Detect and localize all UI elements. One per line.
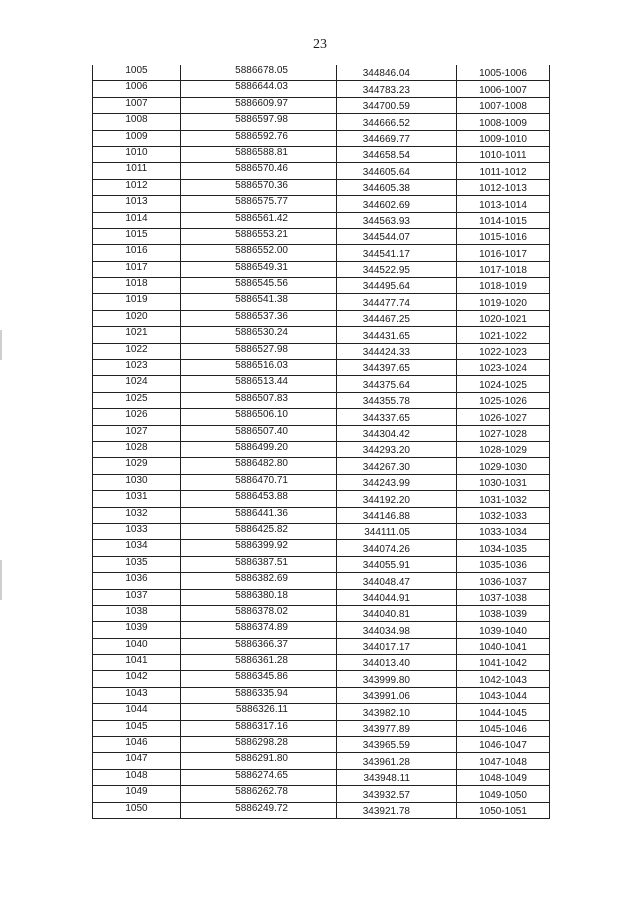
table-row	[93, 146, 550, 162]
x-coordinate-cell: 5886541.38	[181, 294, 337, 310]
point-number-cell: 1005	[93, 65, 181, 81]
x-coordinate-cell: 5886597.98	[181, 114, 337, 130]
y-coordinate-cell: 344337.65	[337, 409, 457, 425]
table-row	[93, 720, 550, 736]
table-row	[93, 392, 550, 408]
y-coordinate-cell: 344375.64	[337, 376, 457, 392]
segment-cell: 1009-1010	[457, 130, 550, 146]
point-number-cell: 1024	[93, 376, 181, 392]
x-coordinate-cell: 5886425.82	[181, 523, 337, 539]
point-number-cell: 1010	[93, 146, 181, 162]
x-coordinate-cell: 5886506.10	[181, 409, 337, 425]
segment-cell: 1034-1035	[457, 540, 550, 556]
table-row	[93, 687, 550, 703]
x-coordinate-cell: 5886298.28	[181, 737, 337, 753]
point-number-cell: 1026	[93, 409, 181, 425]
table-row	[93, 261, 550, 277]
point-number-cell: 1032	[93, 507, 181, 523]
x-coordinate-cell: 5886552.00	[181, 245, 337, 261]
x-coordinate-cell: 5886561.42	[181, 212, 337, 228]
point-number-cell: 1050	[93, 802, 181, 818]
y-coordinate-cell: 343965.59	[337, 737, 457, 753]
x-coordinate-cell: 5886644.03	[181, 81, 337, 97]
point-number-cell: 1042	[93, 671, 181, 687]
y-coordinate-cell: 344666.52	[337, 114, 457, 130]
scan-edge-mark	[0, 330, 2, 360]
segment-cell: 1019-1020	[457, 294, 550, 310]
table-row	[93, 310, 550, 326]
x-coordinate-cell: 5886262.78	[181, 786, 337, 802]
point-number-cell: 1029	[93, 458, 181, 474]
point-number-cell: 1045	[93, 720, 181, 736]
y-coordinate-cell: 344048.47	[337, 573, 457, 589]
table-row	[93, 523, 550, 539]
table-row	[93, 671, 550, 687]
y-coordinate-cell: 343999.80	[337, 671, 457, 687]
point-number-cell: 1044	[93, 704, 181, 720]
x-coordinate-cell: 5886588.81	[181, 146, 337, 162]
x-coordinate-cell: 5886570.36	[181, 179, 337, 195]
y-coordinate-cell: 344846.04	[337, 65, 457, 81]
x-coordinate-cell: 5886380.18	[181, 589, 337, 605]
y-coordinate-cell: 344074.26	[337, 540, 457, 556]
point-number-cell: 1047	[93, 753, 181, 769]
coordinates-table	[92, 65, 550, 819]
segment-cell: 1017-1018	[457, 261, 550, 277]
x-coordinate-cell: 5886470.71	[181, 474, 337, 490]
table-row	[93, 622, 550, 638]
y-coordinate-cell: 344267.30	[337, 458, 457, 474]
point-number-cell: 1030	[93, 474, 181, 490]
y-coordinate-cell: 344034.98	[337, 622, 457, 638]
table-row	[93, 573, 550, 589]
x-coordinate-cell: 5886274.65	[181, 769, 337, 785]
x-coordinate-cell: 5886441.36	[181, 507, 337, 523]
y-coordinate-cell: 344658.54	[337, 146, 457, 162]
x-coordinate-cell: 5886345.86	[181, 671, 337, 687]
point-number-cell: 1034	[93, 540, 181, 556]
y-coordinate-cell: 344055.91	[337, 556, 457, 572]
segment-cell: 1005-1006	[457, 65, 550, 81]
y-coordinate-cell: 344397.65	[337, 360, 457, 376]
segment-cell: 1010-1011	[457, 146, 550, 162]
y-coordinate-cell: 344017.17	[337, 638, 457, 654]
table-row	[93, 245, 550, 261]
table-row	[93, 327, 550, 343]
point-number-cell: 1019	[93, 294, 181, 310]
y-coordinate-cell: 344304.42	[337, 425, 457, 441]
table-row	[93, 474, 550, 490]
point-number-cell: 1036	[93, 573, 181, 589]
x-coordinate-cell: 5886335.94	[181, 687, 337, 703]
y-coordinate-cell: 344477.74	[337, 294, 457, 310]
point-number-cell: 1021	[93, 327, 181, 343]
segment-cell: 1013-1014	[457, 196, 550, 212]
point-number-cell: 1017	[93, 261, 181, 277]
segment-cell: 1042-1043	[457, 671, 550, 687]
table-row	[93, 786, 550, 802]
table-row	[93, 212, 550, 228]
x-coordinate-cell: 5886592.76	[181, 130, 337, 146]
point-number-cell: 1014	[93, 212, 181, 228]
table-row	[93, 278, 550, 294]
table-row	[93, 409, 550, 425]
table-row	[93, 540, 550, 556]
segment-cell: 1006-1007	[457, 81, 550, 97]
point-number-cell: 1020	[93, 310, 181, 326]
y-coordinate-cell: 343932.57	[337, 786, 457, 802]
y-coordinate-cell: 344111.05	[337, 523, 457, 539]
table-row	[93, 114, 550, 130]
point-number-cell: 1049	[93, 786, 181, 802]
y-coordinate-cell: 344605.64	[337, 163, 457, 179]
table-row	[93, 638, 550, 654]
table-row	[93, 556, 550, 572]
point-number-cell: 1006	[93, 81, 181, 97]
x-coordinate-cell: 5886678.05	[181, 65, 337, 81]
segment-cell: 1018-1019	[457, 278, 550, 294]
segment-cell: 1007-1008	[457, 97, 550, 113]
segment-cell: 1012-1013	[457, 179, 550, 195]
segment-cell: 1039-1040	[457, 622, 550, 638]
x-coordinate-cell: 5886374.89	[181, 622, 337, 638]
segment-cell: 1022-1023	[457, 343, 550, 359]
table-row	[93, 802, 550, 818]
point-number-cell: 1008	[93, 114, 181, 130]
point-number-cell: 1048	[93, 769, 181, 785]
y-coordinate-cell: 344495.64	[337, 278, 457, 294]
y-coordinate-cell: 343977.89	[337, 720, 457, 736]
segment-cell: 1040-1041	[457, 638, 550, 654]
y-coordinate-cell: 344602.69	[337, 196, 457, 212]
segment-cell: 1015-1016	[457, 228, 550, 244]
table-row	[93, 655, 550, 671]
segment-cell: 1035-1036	[457, 556, 550, 572]
segment-cell: 1029-1030	[457, 458, 550, 474]
segment-cell: 1016-1017	[457, 245, 550, 261]
table-row	[93, 507, 550, 523]
point-number-cell: 1011	[93, 163, 181, 179]
segment-cell: 1031-1032	[457, 491, 550, 507]
x-coordinate-cell: 5886609.97	[181, 97, 337, 113]
segment-cell: 1024-1025	[457, 376, 550, 392]
table-row	[93, 425, 550, 441]
segment-cell: 1025-1026	[457, 392, 550, 408]
x-coordinate-cell: 5886516.03	[181, 360, 337, 376]
table-row	[93, 491, 550, 507]
table-row	[93, 605, 550, 621]
y-coordinate-cell: 344605.38	[337, 179, 457, 195]
y-coordinate-cell: 343948.11	[337, 769, 457, 785]
segment-cell: 1045-1046	[457, 720, 550, 736]
x-coordinate-cell: 5886507.83	[181, 392, 337, 408]
table-row	[93, 343, 550, 359]
x-coordinate-cell: 5886382.69	[181, 573, 337, 589]
x-coordinate-cell: 5886507.40	[181, 425, 337, 441]
x-coordinate-cell: 5886453.88	[181, 491, 337, 507]
point-number-cell: 1025	[93, 392, 181, 408]
table-row	[93, 441, 550, 457]
x-coordinate-cell: 5886317.16	[181, 720, 337, 736]
point-number-cell: 1022	[93, 343, 181, 359]
x-coordinate-cell: 5886545.56	[181, 278, 337, 294]
table-row	[93, 704, 550, 720]
point-number-cell: 1039	[93, 622, 181, 638]
y-coordinate-cell: 344040.81	[337, 605, 457, 621]
y-coordinate-cell: 344243.99	[337, 474, 457, 490]
table-row	[93, 196, 550, 212]
point-number-cell: 1046	[93, 737, 181, 753]
point-number-cell: 1033	[93, 523, 181, 539]
y-coordinate-cell: 344467.25	[337, 310, 457, 326]
x-coordinate-cell: 5886482.80	[181, 458, 337, 474]
y-coordinate-cell: 344192.20	[337, 491, 457, 507]
segment-cell: 1044-1045	[457, 704, 550, 720]
y-coordinate-cell: 344146.88	[337, 507, 457, 523]
segment-cell: 1011-1012	[457, 163, 550, 179]
scan-edge-mark	[0, 560, 2, 600]
x-coordinate-cell: 5886249.72	[181, 802, 337, 818]
point-number-cell: 1027	[93, 425, 181, 441]
segment-cell: 1028-1029	[457, 441, 550, 457]
point-number-cell: 1041	[93, 655, 181, 671]
table-row	[93, 376, 550, 392]
y-coordinate-cell: 344013.40	[337, 655, 457, 671]
table-row	[93, 589, 550, 605]
x-coordinate-cell: 5886361.28	[181, 655, 337, 671]
x-coordinate-cell: 5886378.02	[181, 605, 337, 621]
point-number-cell: 1018	[93, 278, 181, 294]
segment-cell: 1030-1031	[457, 474, 550, 490]
point-number-cell: 1012	[93, 179, 181, 195]
segment-cell: 1047-1048	[457, 753, 550, 769]
segment-cell: 1033-1034	[457, 523, 550, 539]
segment-cell: 1046-1047	[457, 737, 550, 753]
point-number-cell: 1013	[93, 196, 181, 212]
y-coordinate-cell: 344293.20	[337, 441, 457, 457]
segment-cell: 1027-1028	[457, 425, 550, 441]
x-coordinate-cell: 5886537.36	[181, 310, 337, 326]
y-coordinate-cell: 344669.77	[337, 130, 457, 146]
segment-cell: 1050-1051	[457, 802, 550, 818]
point-number-cell: 1037	[93, 589, 181, 605]
table-row	[93, 81, 550, 97]
point-number-cell: 1031	[93, 491, 181, 507]
segment-cell: 1036-1037	[457, 573, 550, 589]
point-number-cell: 1043	[93, 687, 181, 703]
y-coordinate-cell: 343991.06	[337, 687, 457, 703]
table-row	[93, 360, 550, 376]
y-coordinate-cell: 344522.95	[337, 261, 457, 277]
segment-cell: 1037-1038	[457, 589, 550, 605]
point-number-cell: 1035	[93, 556, 181, 572]
table-row	[93, 294, 550, 310]
table-row	[93, 737, 550, 753]
x-coordinate-cell: 5886499.20	[181, 441, 337, 457]
y-coordinate-cell: 344541.17	[337, 245, 457, 261]
segment-cell: 1023-1024	[457, 360, 550, 376]
y-coordinate-cell: 343961.28	[337, 753, 457, 769]
segment-cell: 1049-1050	[457, 786, 550, 802]
segment-cell: 1020-1021	[457, 310, 550, 326]
x-coordinate-cell: 5886291.80	[181, 753, 337, 769]
x-coordinate-cell: 5886530.24	[181, 327, 337, 343]
segment-cell: 1026-1027	[457, 409, 550, 425]
x-coordinate-cell: 5886570.46	[181, 163, 337, 179]
y-coordinate-cell: 343921.78	[337, 802, 457, 818]
x-coordinate-cell: 5886575.77	[181, 196, 337, 212]
y-coordinate-cell: 344355.78	[337, 392, 457, 408]
segment-cell: 1008-1009	[457, 114, 550, 130]
x-coordinate-cell: 5886326.11	[181, 704, 337, 720]
segment-cell: 1032-1033	[457, 507, 550, 523]
table-row	[93, 179, 550, 195]
point-number-cell: 1015	[93, 228, 181, 244]
x-coordinate-cell: 5886366.37	[181, 638, 337, 654]
coordinates-table-body	[93, 65, 550, 818]
segment-cell: 1038-1039	[457, 605, 550, 621]
point-number-cell: 1040	[93, 638, 181, 654]
y-coordinate-cell: 344700.59	[337, 97, 457, 113]
x-coordinate-cell: 5886527.98	[181, 343, 337, 359]
page-number: 23	[313, 37, 327, 52]
segment-cell: 1021-1022	[457, 327, 550, 343]
segment-cell: 1043-1044	[457, 687, 550, 703]
table-row	[93, 130, 550, 146]
table-row	[93, 458, 550, 474]
y-coordinate-cell: 344544.07	[337, 228, 457, 244]
table-row	[93, 769, 550, 785]
table-row	[93, 65, 550, 81]
table-row	[93, 163, 550, 179]
y-coordinate-cell: 344563.93	[337, 212, 457, 228]
segment-cell: 1041-1042	[457, 655, 550, 671]
point-number-cell: 1007	[93, 97, 181, 113]
point-number-cell: 1028	[93, 441, 181, 457]
point-number-cell: 1038	[93, 605, 181, 621]
table-row	[93, 228, 550, 244]
y-coordinate-cell: 344424.33	[337, 343, 457, 359]
table-row	[93, 97, 550, 113]
segment-cell: 1014-1015	[457, 212, 550, 228]
point-number-cell: 1016	[93, 245, 181, 261]
y-coordinate-cell: 344044.91	[337, 589, 457, 605]
segment-cell: 1048-1049	[457, 769, 550, 785]
point-number-cell: 1009	[93, 130, 181, 146]
point-number-cell: 1023	[93, 360, 181, 376]
table-row	[93, 753, 550, 769]
y-coordinate-cell: 343982.10	[337, 704, 457, 720]
x-coordinate-cell: 5886399.92	[181, 540, 337, 556]
y-coordinate-cell: 344783.23	[337, 81, 457, 97]
x-coordinate-cell: 5886553.21	[181, 228, 337, 244]
x-coordinate-cell: 5886513.44	[181, 376, 337, 392]
x-coordinate-cell: 5886549.31	[181, 261, 337, 277]
y-coordinate-cell: 344431.65	[337, 327, 457, 343]
x-coordinate-cell: 5886387.51	[181, 556, 337, 572]
